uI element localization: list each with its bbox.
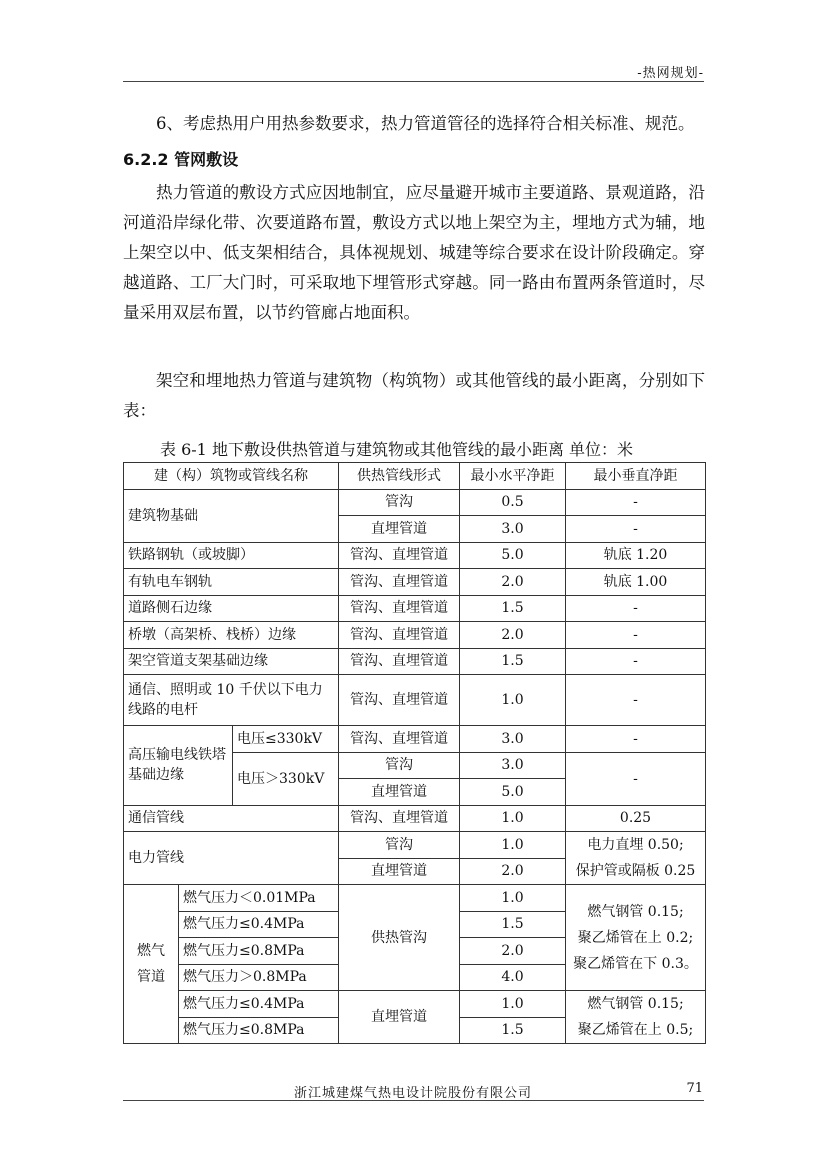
section-heading: 6.2.2 管网敷设: [123, 150, 239, 169]
row-name: 通信管线: [124, 805, 339, 832]
cell-form: 管沟、直埋管道: [339, 675, 460, 726]
row-name: 有轨电车钢轨: [124, 569, 339, 596]
row-subname: 燃气压力≤0.4MPa: [179, 911, 339, 938]
row-name: 道路侧石边缘: [124, 595, 339, 622]
cell-vertical: -: [566, 595, 706, 622]
gas-note: 聚乙烯管在下 0.3。: [573, 955, 698, 972]
row-name: 桥墩（高架桥、栈桥）边缘: [124, 622, 339, 649]
header-divider: [123, 81, 704, 82]
cell-horizontal: 0.5: [460, 489, 566, 516]
header-horizontal: 最小水平净距: [460, 463, 566, 490]
row-name: 高压输电线铁塔基础边缘: [124, 726, 233, 806]
cell-vertical: 燃气钢管 0.15;: [566, 991, 706, 1018]
table-row: [124, 675, 706, 726]
cell-vertical: -: [566, 622, 706, 649]
cell-horizontal: 2.0: [460, 622, 566, 649]
row-name: 电力管线: [124, 832, 339, 885]
header-form: 供热管线形式: [339, 463, 460, 490]
cell-form: 管沟、直埋管道: [339, 622, 460, 649]
table-row: [124, 805, 706, 832]
cell-vertical: [566, 885, 706, 991]
cell-horizontal: 1.0: [460, 991, 566, 1018]
distance-table: [123, 462, 706, 1044]
page-header: -热网规划-: [637, 66, 704, 81]
row-subname: 燃气压力≤0.8MPa: [179, 938, 339, 965]
table-caption: 表 6-1 地下敷设供热管道与建筑物或其他管线的最小距离 单位：米: [160, 440, 634, 459]
table-row: [124, 885, 706, 912]
table-row: [124, 648, 706, 675]
cell-form: 管沟、直埋管道: [339, 648, 460, 675]
table-header-row: [124, 463, 706, 490]
cell-horizontal: 2.0: [460, 569, 566, 596]
cell-horizontal: 2.0: [460, 938, 566, 965]
row-subname: 燃气压力≤0.4MPa: [179, 991, 339, 1018]
row-subname: 燃气压力＜0.01MPa: [179, 885, 339, 912]
cell-vertical: 轨底 1.00: [566, 569, 706, 596]
paragraph-2: 架空和埋地热力管道与建筑物（构筑物）或其他管线的最小距离，分别如下表：: [123, 371, 705, 420]
cell-form: 直埋管道: [339, 858, 460, 885]
gas-group-label: 燃气管道: [137, 943, 165, 985]
cell-form: 管沟: [339, 489, 460, 516]
cell-horizontal: 3.0: [460, 752, 566, 779]
cell-vertical: 保护管或隔板 0.25: [566, 858, 706, 885]
row-name: 架空管道支架基础边缘: [124, 648, 339, 675]
item-6: 6、考虑热用户用热参数要求，热力管道管径的选择符合相关标准、规范。: [156, 114, 695, 133]
cell-horizontal: 1.5: [460, 1017, 566, 1044]
gas-group-name: [124, 885, 179, 1044]
row-subname: 电压≤330kV: [233, 726, 339, 753]
cell-form: 管沟、直埋管道: [339, 595, 460, 622]
cell-vertical: -: [566, 648, 706, 675]
cell-form: 管沟、直埋管道: [339, 805, 460, 832]
cell-form: 直埋管道: [339, 516, 460, 543]
table-row: [124, 991, 706, 1018]
cell-horizontal: 1.5: [460, 595, 566, 622]
table-row: [124, 622, 706, 649]
cell-vertical: -: [566, 752, 706, 805]
cell-horizontal: 1.0: [460, 675, 566, 726]
cell-form: 管沟、直埋管道: [339, 542, 460, 569]
cell-vertical: -: [566, 489, 706, 516]
row-subname: 电压＞330kV: [233, 752, 339, 805]
cell-vertical: -: [566, 726, 706, 753]
cell-horizontal: 1.0: [460, 832, 566, 859]
table-row: [124, 489, 706, 516]
cell-horizontal: 3.0: [460, 516, 566, 543]
cell-horizontal: 2.0: [460, 858, 566, 885]
cell-horizontal: 1.0: [460, 805, 566, 832]
cell-vertical: 电力直埋 0.50;: [566, 832, 706, 859]
row-name: 通信、照明或 10 千伏以下电力线路的电杆: [124, 675, 339, 726]
page-number: 71: [686, 1081, 703, 1096]
row-name: 铁路钢轨（或坡脚）: [124, 542, 339, 569]
cell-vertical: -: [566, 675, 706, 726]
cell-horizontal: 1.5: [460, 648, 566, 675]
cell-horizontal: 4.0: [460, 964, 566, 991]
header-vertical: 最小垂直净距: [566, 463, 706, 490]
cell-horizontal: 3.0: [460, 726, 566, 753]
cell-horizontal: 5.0: [460, 779, 566, 806]
table-row: [124, 569, 706, 596]
cell-horizontal: 1.0: [460, 885, 566, 912]
table-row: [124, 542, 706, 569]
cell-form: 直埋管道: [339, 991, 460, 1044]
paragraph-1: 热力管道的敷设方式应因地制宜，应尽量避开城市主要道路、景观道路，沿河道沿岸绿化带、次要道路布置，敷设方式以地上架空为主，埋地方式为辅，地上架空以中、低支架相结合，具体视规划、城建等综合要求在设计阶段确定。穿越道路、工厂大门时，可采取地下埋管形式穿越。同一路由布置两条管道时，尽量采用双层布置，以节约管廊占地面积。: [123, 183, 705, 322]
cell-vertical: 轨底 1.20: [566, 542, 706, 569]
table-row: [124, 595, 706, 622]
footer-divider: [123, 1100, 704, 1101]
gas-note: 聚乙烯管在上 0.2;: [577, 929, 694, 946]
row-subname: 燃气压力≤0.8MPa: [179, 1017, 339, 1044]
cell-form: 管沟、直埋管道: [339, 569, 460, 596]
row-subname: 燃气压力＞0.8MPa: [179, 964, 339, 991]
table-row: [124, 726, 706, 753]
header-name: 建（构）筑物或管线名称: [124, 463, 339, 490]
cell-vertical: 0.25: [566, 805, 706, 832]
cell-horizontal: 5.0: [460, 542, 566, 569]
cell-horizontal: 1.5: [460, 911, 566, 938]
footer-company: 浙江城建煤气热电设计院股份有限公司: [293, 1086, 532, 1101]
cell-form: 管沟: [339, 832, 460, 859]
cell-form: 管沟: [339, 752, 460, 779]
table-row: [124, 832, 706, 859]
cell-form: 直埋管道: [339, 779, 460, 806]
row-name: 建筑物基础: [124, 489, 339, 542]
cell-vertical: -: [566, 516, 706, 543]
cell-form: 管沟、直埋管道: [339, 726, 460, 753]
cell-vertical: 聚乙烯管在上 0.5;: [566, 1017, 706, 1044]
gas-note: 燃气钢管 0.15;: [587, 903, 684, 920]
cell-form: 供热管沟: [339, 885, 460, 991]
